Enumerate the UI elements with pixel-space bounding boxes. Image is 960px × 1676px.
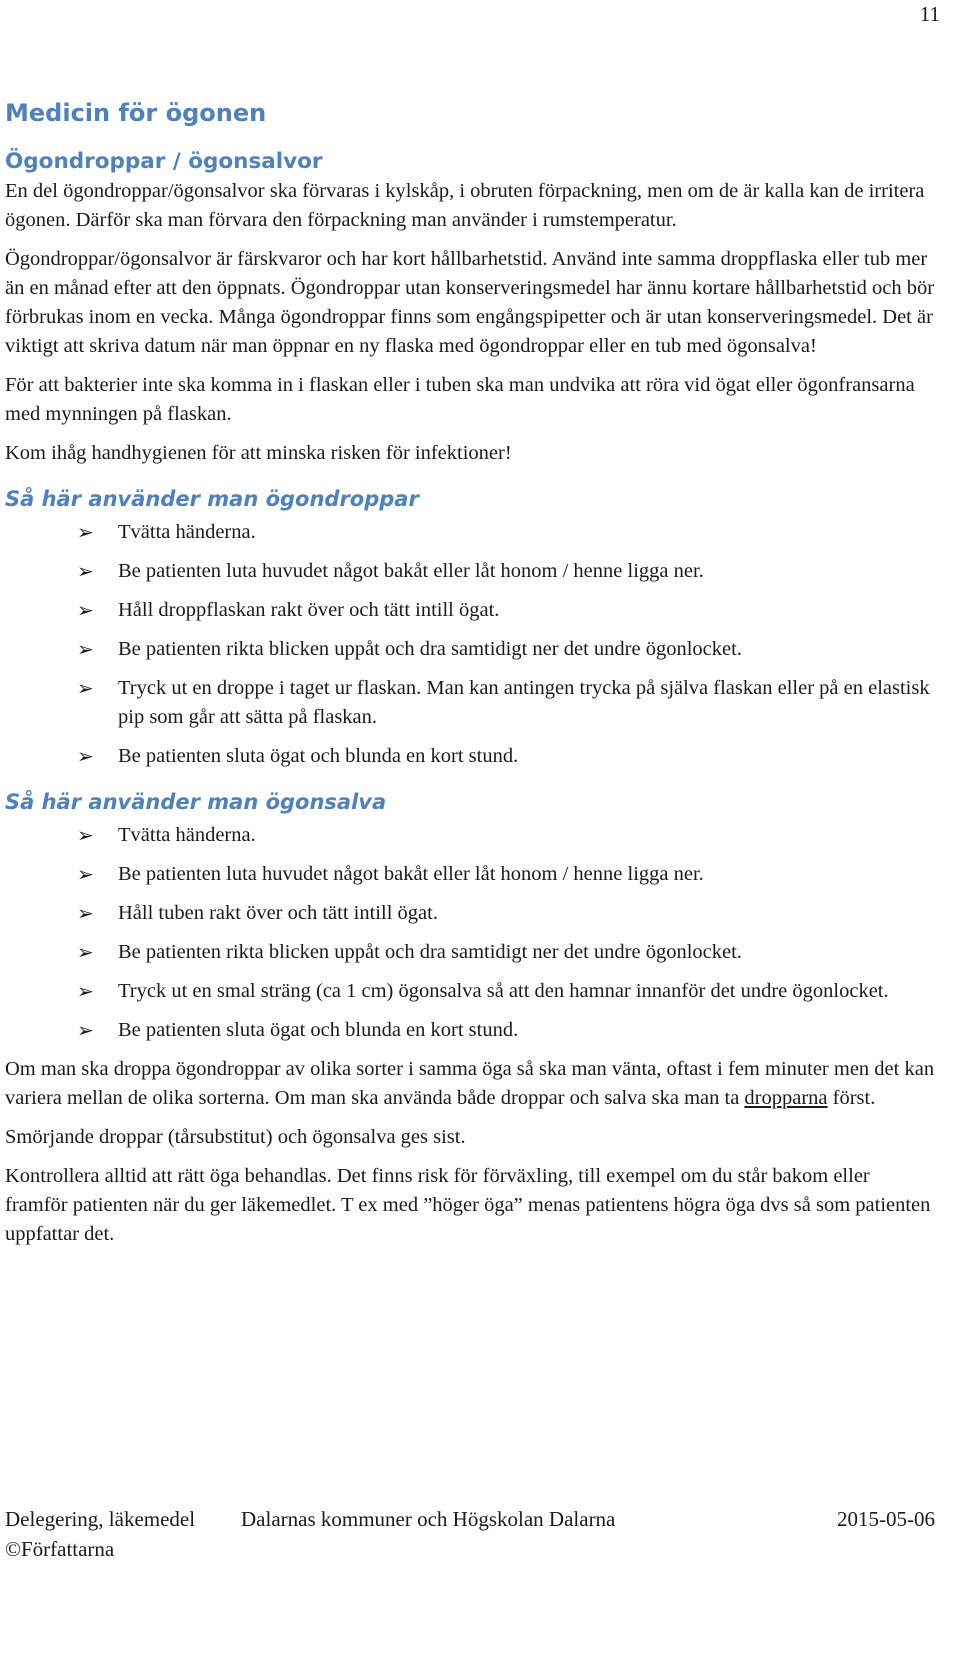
page-number: 11 [919, 2, 940, 26]
footer-date: 2015-05-06 [837, 1507, 935, 1531]
page-title: Medicin för ögonen [5, 99, 267, 127]
closing-paragraph: Kontrollera alltid att rätt öga behandlas. Det finns risk för förväxling, till exempel om du står bakom eller framför patienten när du ger läkemedlet. T ex med ”höger öga” menas patientens högra öga dvs så som patienten uppfattar det. [5, 1165, 931, 1245]
list-item [5, 742, 935, 771]
list-item [5, 1016, 935, 1045]
closing-text: först. [827, 1087, 876, 1109]
section-title: Ögondroppar / ögonsalvor [5, 149, 323, 174]
arrow-bullet-icon: ➢ [77, 823, 94, 847]
step-text: Be patienten luta huvudet något bakåt eller låt honom / henne ligga ner. [118, 863, 704, 885]
list-item [5, 674, 935, 732]
drops-heading: Så här använder man ögondroppar [5, 487, 419, 511]
step-text: Håll tuben rakt över och tätt intill ögat. [118, 902, 438, 924]
step-text: Tryck ut en smal sträng (ca 1 cm) ögonsalva så att den hamnar innanför det undre ögonlocket. [118, 980, 889, 1002]
list-item [5, 899, 935, 928]
arrow-bullet-icon: ➢ [77, 520, 94, 544]
footer-copyright: ©Författarna [5, 1537, 115, 1561]
step-text: Be patienten rikta blicken uppåt och dra samtidigt ner det undre ögonlocket. [118, 638, 742, 660]
list-item [5, 557, 935, 586]
document-body [5, 98, 935, 1259]
arrow-bullet-icon: ➢ [77, 598, 94, 622]
intro-paragraph: För att bakterier inte ska komma in i flaskan eller i tuben ska man undvika att röra vid ögat eller ögonfransarna med mynningen på flaskan. [5, 374, 915, 425]
step-text: Tvätta händerna. [118, 824, 256, 846]
drops-steps-list [5, 518, 935, 771]
intro-paragraph: Ögondroppar/ögonsalvor är färskvaror och har kort hållbarhetstid. Använd inte samma droppflaska eller tub mer än en månad efter att den öppnats. Ögondroppar utan konserveringsmedel har ännu kortare hållbarhetstid och bör förbrukas inom en vecka. Många ögondroppar finns som engångspipetter och är utan konserveringsmedel. Det är viktigt att skriva datum när man öppnar en ny flaska med ögondroppar eller en tub med ögonsalva! [5, 248, 935, 357]
underlined-word: dropparna [744, 1087, 828, 1109]
closing-paragraph: Smörjande droppar (tårsubstitut) och ögonsalva ges sist. [5, 1126, 466, 1148]
step-text: Tryck ut en droppe i taget ur flaskan. Man kan antingen trycka på själva flaskan eller på en elastisk pip som går att sätta på flaskan. [118, 677, 930, 728]
step-text: Tvätta händerna. [118, 521, 256, 543]
step-text: Be patienten sluta ögat och blunda en kort stund. [118, 1019, 519, 1041]
list-item [5, 860, 935, 889]
list-item [5, 635, 935, 664]
footer-course: Delegering, läkemedel [5, 1507, 196, 1531]
step-text: Be patienten luta huvudet något bakåt eller låt honom / henne ligga ner. [118, 560, 704, 582]
arrow-bullet-icon: ➢ [77, 1018, 94, 1042]
salve-steps-list [5, 821, 935, 1045]
arrow-bullet-icon: ➢ [77, 979, 94, 1003]
arrow-bullet-icon: ➢ [77, 940, 94, 964]
step-text: Håll droppflaskan rakt över och tätt intill ögat. [118, 599, 500, 621]
arrow-bullet-icon: ➢ [77, 559, 94, 583]
footer-institution: Dalarnas kommuner och Högskolan Dalarna [241, 1507, 616, 1531]
closing-paragraph [5, 1055, 935, 1113]
arrow-bullet-icon: ➢ [77, 862, 94, 886]
arrow-bullet-icon: ➢ [77, 676, 94, 700]
page-footer [5, 1504, 935, 1564]
intro-paragraph: En del ögondroppar/ögonsalvor ska förvaras i kylskåp, i obruten förpackning, men om de är kalla kan de irritera ögonen. Därför ska man förvara den förpackning man använder i rumstemperatur. [5, 180, 925, 231]
salve-heading: Så här använder man ögonsalva [5, 790, 387, 814]
arrow-bullet-icon: ➢ [77, 744, 94, 768]
list-item [5, 518, 935, 547]
step-text: Be patienten rikta blicken uppåt och dra samtidigt ner det undre ögonlocket. [118, 941, 742, 963]
list-item [5, 938, 935, 967]
step-text: Be patienten sluta ögat och blunda en kort stund. [118, 745, 519, 767]
closing-text: Om man ska droppa ögondroppar av olika sorter i samma öga så ska man vänta, oftast i fem minuter men det kan variera mellan de olika sorterna. Om man ska använda både droppar och salva ska man ta [5, 1058, 935, 1109]
list-item [5, 977, 935, 1006]
arrow-bullet-icon: ➢ [77, 637, 94, 661]
list-item [5, 821, 935, 850]
arrow-bullet-icon: ➢ [77, 901, 94, 925]
list-item [5, 596, 935, 625]
intro-paragraph: Kom ihåg handhygienen för att minska risken för infektioner! [5, 442, 512, 464]
